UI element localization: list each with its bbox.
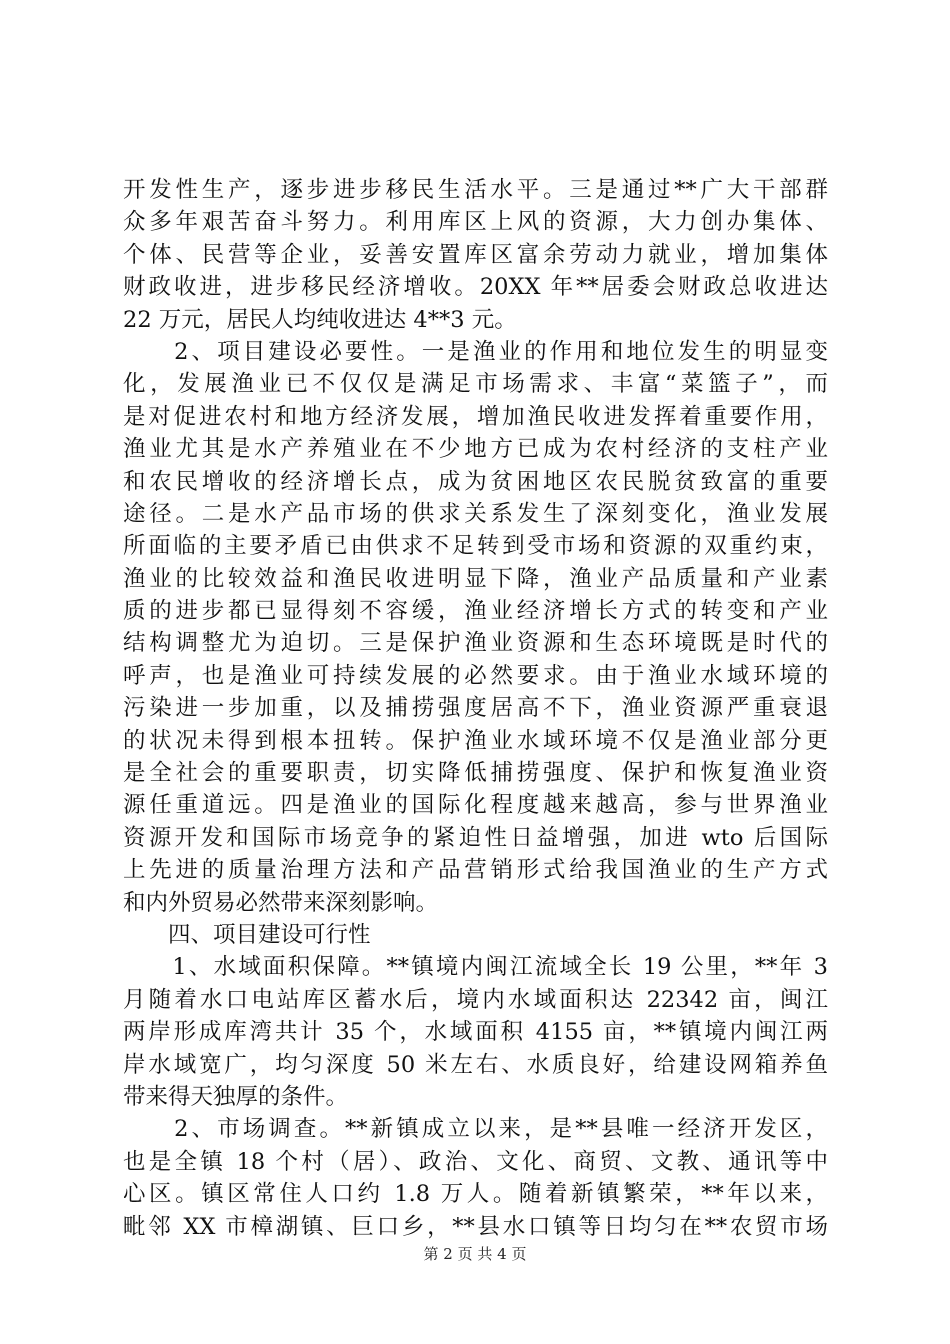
text-line: 岸水域宽广，均匀深度 50 米左右、水质良好，给建设网箱养鱼 — [123, 1051, 828, 1078]
text-line: 毗邻 XX 市樟湖镇、巨口乡，**县水口镇等日均匀在**农贸市场 — [123, 1213, 828, 1240]
text-line: 资源开发和国际市场竞争的紧迫性日益增强，加进 wto 后国际 — [123, 824, 828, 851]
text-line: 四、项目建设可行性 — [123, 921, 371, 948]
text-line: 的状况未得到根本扭转。保护渔业水域环境不仅是渔业部分更 — [123, 727, 828, 754]
text-line: 2、项目建设必要性。一是渔业的作用和地位发生的明显变 — [123, 338, 828, 365]
text-line: 开发性生产，逐步进步移民生活水平。三是通过**广大干部群 — [123, 177, 828, 203]
text-line: 化，发展渔业已不仅仅是满足市场需求、丰富“菜篮子”，而 — [123, 371, 828, 398]
text-line: 上先进的质量治理方法和产品营销形式给我国渔业的生产方式 — [123, 857, 828, 884]
text-line: 个体、民营等企业，妥善安置库区富余劳动力就业，增加集体 — [123, 241, 828, 268]
text-line: 2、市场调查。**新镇成立以来，是**县唯一经济开发区， — [123, 1116, 828, 1143]
text-line: 渔业尤其是水产养殖业在不少地方已成为农村经济的支柱产业 — [123, 436, 828, 463]
text-line: 质的进步都已显得刻不容缓，渔业经济增长方式的转变和产业 — [123, 598, 828, 625]
body-text — [123, 174, 828, 1243]
text-line: 众多年艰苦奋斗努力。利用库区上风的资源，大力创办集体、 — [123, 209, 828, 236]
text-line: 污染进一步加重，以及捕捞强度居高不下，渔业资源严重衰退 — [123, 695, 828, 722]
text-line: 所面临的主要矛盾已由供求不足转到受市场和资源的双重约束， — [123, 533, 828, 560]
text-line: 1、水域面积保障。**镇境内闽江流域全长 19 公里，**年 3 — [123, 954, 828, 981]
text-line: 带来得天独厚的条件。 — [123, 1083, 349, 1110]
text-line: 是对促进农村和地方经济发展，增加渔民收进发挥着重要作用， — [123, 403, 828, 430]
text-line: 也是全镇 18 个村（居）、政治、文化、商贸、文教、通讯等中 — [123, 1148, 828, 1175]
text-line: 月随着水口电站库区蓄水后，境内水域面积达 22342 亩，闽江 — [123, 986, 828, 1013]
page-footer: 第 2 页 共 4 页 — [423, 1245, 527, 1263]
text-line: 源任重道远。四是渔业的国际化程度越来越高，参与世界渔业 — [123, 792, 828, 819]
text-line: 和内外贸易必然带来深刻影响。 — [123, 889, 439, 916]
text-line: 是全社会的重要职责，切实降低捕捞强度、保护和恢复渔业资 — [123, 760, 828, 787]
text-line: 呼声，也是渔业可持续发展的必然要求。由于渔业水域环境的 — [123, 662, 828, 689]
text-line: 心区。镇区常住人口约 1.8 万人。随着新镇繁荣，**年以来， — [123, 1181, 828, 1208]
text-line: 渔业的比较效益和渔民收进明显下降，渔业产品质量和产业素 — [123, 565, 828, 592]
text-line: 22 万元，居民人均纯收进达 4**3 元。 — [123, 306, 517, 333]
text-line: 财政收进，进步移民经济增收。20XX 年**居委会财政总收进达 — [123, 274, 828, 301]
text-line: 途径。二是水产品市场的供求关系发生了深刻变化，渔业发展 — [123, 500, 828, 527]
text-line: 和农民增收的经济增长点，成为贫困地区农民脱贫致富的重要 — [123, 468, 828, 495]
text-line: 两岸形成库湾共计 35 个，水域面积 4155 亩，**镇境内闽江两 — [123, 1019, 828, 1046]
text-line: 结构调整尤为迫切。三是保护渔业资源和生态环境既是时代的 — [123, 630, 828, 657]
